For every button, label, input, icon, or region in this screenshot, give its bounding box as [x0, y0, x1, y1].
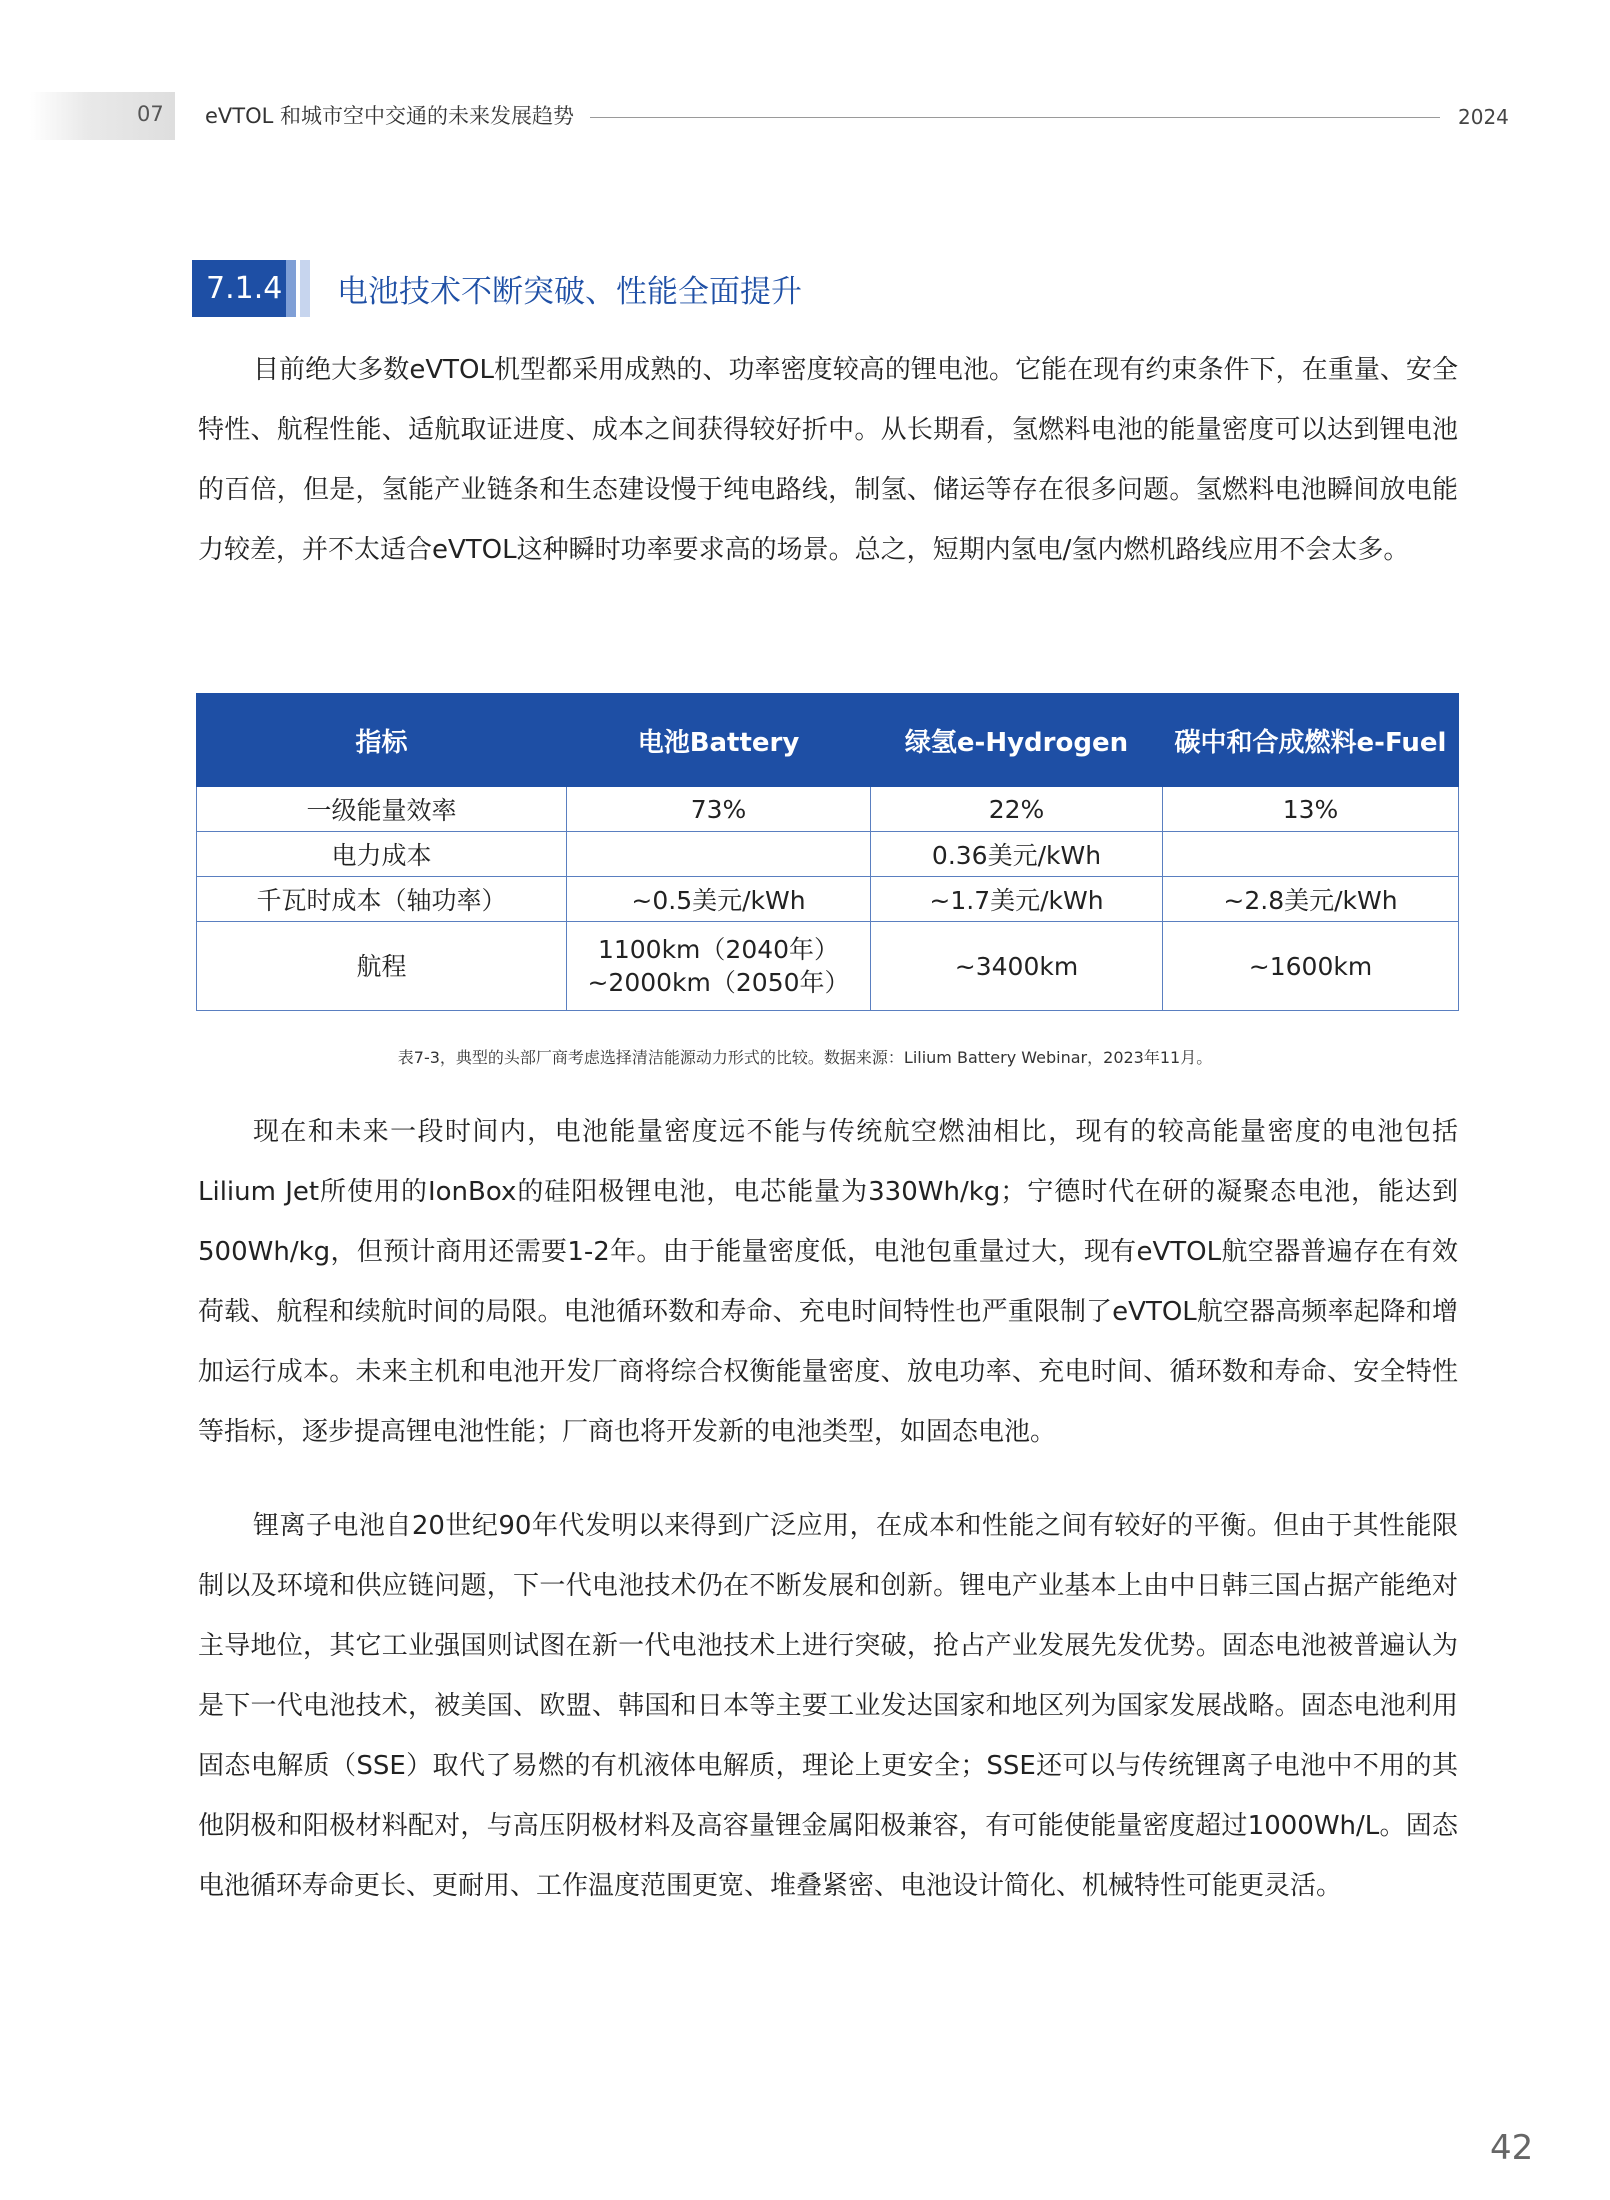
table-cell: ~0.5美元/kWh	[567, 877, 871, 922]
chapter-title: eVTOL 和城市空中交通的未来发展趋势	[205, 104, 575, 128]
section-accent-bar-light	[300, 260, 310, 317]
table-cell: 22%	[871, 787, 1163, 832]
table-cell: 73%	[567, 787, 871, 832]
table-cell: ~2.8美元/kWh	[1163, 877, 1459, 922]
table-header-cell: 绿氢e-Hydrogen	[871, 694, 1163, 787]
range-battery-line1: 1100km（2040年）	[597, 935, 840, 964]
paragraph-solid-state: 锂离子电池自20世纪90年代发明以来得到广泛应用，在成本和性能之间有较好的平衡。但由于其性能限制以及环境和供应链问题，下一代电池技术仍在不断发展和创新。锂电产业基本上由中日韩三国占据产能绝对主导地位，其它工业强国则试图在新一代电池技术上进行突破，抢占产业发展先发优势。固态电池被普遍认为是下一代电池技术，被美国、欧盟、韩国和日本等主要工业发达国家和地区列为国家发展战略。固态电池利用固态电解质（SSE）取代了易燃的有机液体电解质，理论上更安全；SSE还可以与传统锂离子电池中不用的其他阴极和阳极材料配对，与高压阴极材料及高容量锂金属阳极兼容，有可能使能量密度超过1000Wh/L。固态电池循环寿命更长、更耐用、工作温度范围更宽、堆叠紧密、电池设计简化、机械特性可能更灵活。	[198, 1511, 1458, 1901]
table-cell	[567, 832, 871, 877]
table-cell: 0.36美元/kWh	[871, 832, 1163, 877]
table-cell	[567, 922, 871, 1011]
section-accent-bar	[286, 260, 296, 317]
table-cell: 电力成本	[197, 832, 567, 877]
table-cell: 航程	[197, 922, 567, 1011]
table-row	[197, 877, 1459, 922]
table-cell: ~1600km	[1163, 922, 1459, 1011]
chapter-number: 07	[137, 102, 164, 126]
table-header-cell: 指标	[197, 694, 567, 787]
table-cell	[1163, 832, 1459, 877]
paragraph-intro: 目前绝大多数eVTOL机型都采用成熟的、功率密度较高的锂电池。它能在现有约束条件下，在重量、安全特性、航程性能、适航取证进度、成本之间获得较好折中。从长期看，氢燃料电池的能量密度可以达到锂电池的百倍，但是，氢能产业链条和生态建设慢于纯电路线，制氢、储运等存在很多问题。氢燃料电池瞬间放电能力较差，并不太适合eVTOL这种瞬时功率要求高的场景。总之，短期内氢电/氢内燃机路线应用不会太多。	[198, 355, 1458, 565]
table-header-row	[197, 694, 1459, 787]
header-divider	[590, 117, 1440, 118]
table-cell: ~1.7美元/kWh	[871, 877, 1163, 922]
section-number: 7.1.4	[192, 260, 286, 317]
table-header-cell: 碳中和合成燃料e-Fuel	[1163, 694, 1459, 787]
paragraph-battery-density: 现在和未来一段时间内，电池能量密度远不能与传统航空燃油相比，现有的较高能量密度的电池包括Lilium Jet所使用的IonBox的硅阳极锂电池，电芯能量为330Wh/kg；宁德时代在研的凝聚态电池，能达到500Wh/kg，但预计商用还需要1-2年。由于能量密度低，电池包重量过大，现有eVTOL航空器普遍存在有效荷载、航程和续航时间的局限。电池循环数和寿命、充电时间特性也严重限制了eVTOL航空器高频率起降和增加运行成本。未来主机和电池开发厂商将综合权衡能量密度、放电功率、充电时间、循环数和寿命、安全特性等指标，逐步提高锂电池性能；厂商也将开发新的电池类型，如固态电池。	[198, 1117, 1458, 1447]
table-caption: 表7-3，典型的头部厂商考虑选择清洁能源动力形式的比较。数据来源：Lilium Battery Webinar，2023年11月。	[397, 1048, 1213, 1067]
table-cell: ~3400km	[871, 922, 1163, 1011]
table-row	[197, 832, 1459, 877]
table-cell: 一级能量效率	[197, 787, 567, 832]
section-title: 电池技术不断突破、性能全面提升	[337, 274, 802, 310]
table-cell: 千瓦时成本（轴功率）	[197, 877, 567, 922]
table-cell: 13%	[1163, 787, 1459, 832]
table-row	[197, 922, 1459, 1011]
header-year: 2024	[1458, 105, 1509, 129]
energy-comparison-table	[196, 693, 1459, 1011]
table-row	[197, 787, 1459, 832]
page-number: 42	[1490, 2128, 1534, 2168]
table-header-cell: 电池Battery	[567, 694, 871, 787]
range-battery-line2: ~2000km（2050年）	[587, 968, 850, 997]
